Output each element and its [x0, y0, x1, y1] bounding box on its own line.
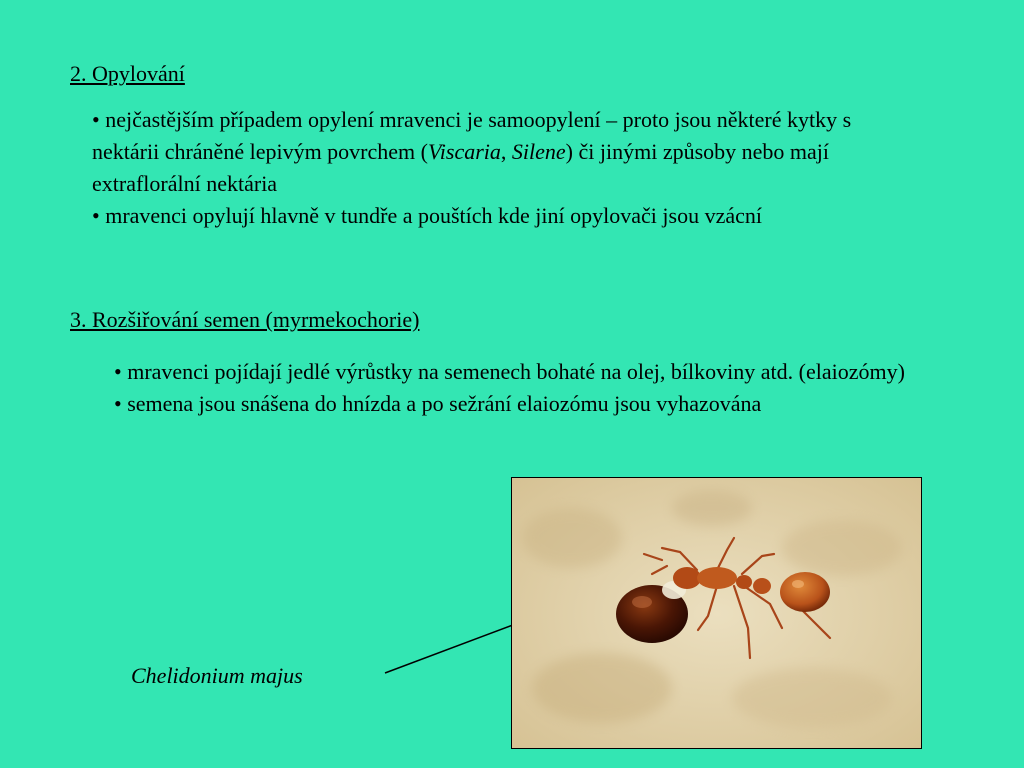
- ant-seed-photo: [511, 477, 922, 749]
- section-3-heading: 3. Rozšiřování semen (myrmekochorie): [70, 307, 420, 332]
- bullet-self-pollination: • nejčastějším případem opylení mravenci je samoopylení – proto jsou některé kytky s nektárii chráněné lepivým povrchem (Viscaria, Silene) či jinými způsoby nebo mají extraflorální nektária: [92, 107, 852, 196]
- ant-carrying-seed-image: [512, 478, 922, 749]
- bullet-tundra-deserts: • mravenci opylují hlavně v tundře a pouštích kde jiní opylovači jsou vzácní: [92, 203, 762, 228]
- bullet-seed-transport: • semena jsou snášena do hnízda a po sežrání elaiozómu jsou vyhazována: [114, 391, 762, 416]
- figure-caption: Chelidonium majus: [131, 663, 303, 688]
- section-2-heading: 2. Opylování: [70, 61, 185, 86]
- bullet-elaiosomes: • mravenci pojídají jedlé výrůstky na semenech bohaté na olej, bílkoviny atd. (elaiozómy): [114, 359, 905, 384]
